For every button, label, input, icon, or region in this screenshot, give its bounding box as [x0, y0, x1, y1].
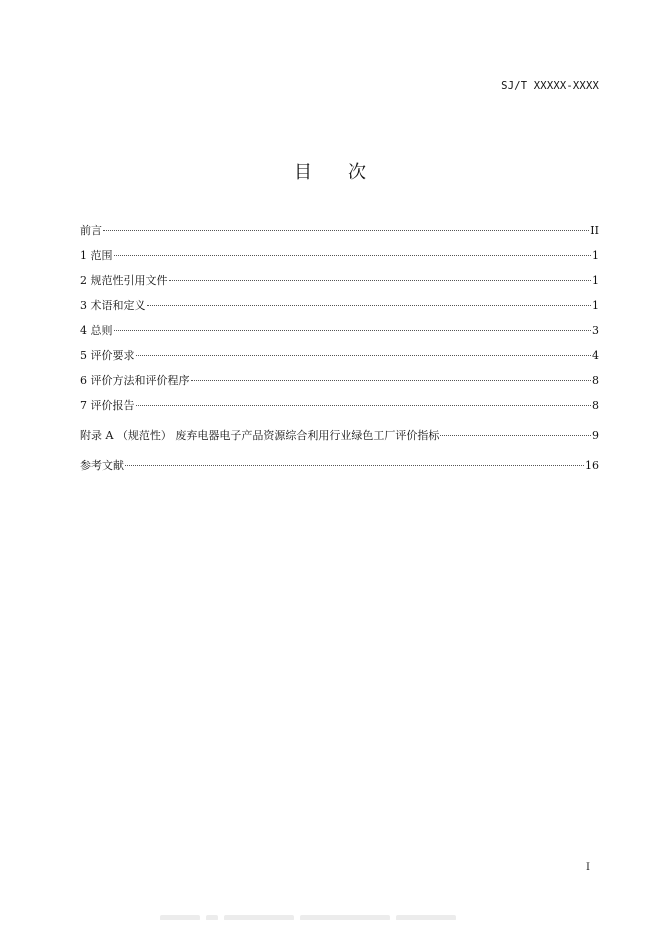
toc-leader-dots: [191, 380, 592, 381]
toc-entry-page: 1: [592, 274, 599, 287]
toc-entry-terms-definitions[interactable]: [80, 299, 599, 324]
toc-leader-dots: [103, 230, 589, 231]
toc-entry-appendix-a[interactable]: [80, 429, 599, 454]
toc-entry-page: 1: [592, 299, 599, 312]
toc-entry-label: 6 评价方法和评价程序: [80, 374, 190, 387]
toc-entry-label: 5 评价要求: [80, 349, 135, 362]
toc-entry-label: 4 总则: [80, 324, 113, 337]
toc-entry-evaluation-method[interactable]: [80, 374, 599, 399]
toc-title-right: 次: [348, 162, 368, 183]
toc-entry-bibliography[interactable]: [80, 459, 599, 484]
page-number: I: [586, 862, 590, 873]
toc-entry-preface[interactable]: [80, 224, 599, 249]
toc-entry-evaluation-requirements[interactable]: [80, 349, 599, 374]
toc-entry-page: 16: [585, 459, 599, 472]
toc-entry-label: 1 范围: [80, 249, 113, 262]
toc-title: [0, 158, 662, 184]
document-code: SJ/T XXXXX-XXXX: [501, 80, 599, 92]
toc-entry-page: 1: [592, 249, 599, 262]
toc-entry-page: 9: [592, 429, 599, 442]
toc-leader-dots: [125, 465, 584, 466]
toc-entry-label: 3 术语和定义: [80, 299, 146, 312]
toc-leader-dots: [114, 330, 592, 331]
toc-entry-page: 3: [592, 324, 599, 337]
toc-leader-dots: [147, 305, 592, 306]
toc-leader-dots: [136, 355, 592, 356]
toc-entry-general[interactable]: [80, 324, 599, 349]
toc-leader-dots: [440, 435, 591, 436]
toc-entry-page: 8: [592, 399, 599, 412]
toc-entry-page: 4: [592, 349, 599, 362]
toc-title-left: 目: [294, 162, 314, 183]
toc-entry-label: 参考文献: [80, 459, 124, 472]
toc-leader-dots: [169, 280, 592, 281]
faint-watermark: [160, 906, 510, 920]
toc-entry-page: II: [590, 224, 599, 237]
toc-entry-normative-references[interactable]: [80, 274, 599, 299]
toc-entry-evaluation-report[interactable]: [80, 399, 599, 424]
toc-entry-label: 7 评价报告: [80, 399, 135, 412]
toc-entry-label: 附录 A （规范性） 废弃电器电子产品资源综合利用行业绿色工厂评价指标: [80, 429, 440, 442]
toc-entry-label: 2 规范性引用文件: [80, 274, 168, 287]
toc-entry-scope[interactable]: [80, 249, 599, 274]
toc-entry-label: 前言: [80, 224, 102, 237]
toc-leader-dots: [114, 255, 592, 256]
table-of-contents: [80, 224, 599, 484]
toc-entry-page: 8: [592, 374, 599, 387]
toc-leader-dots: [136, 405, 592, 406]
